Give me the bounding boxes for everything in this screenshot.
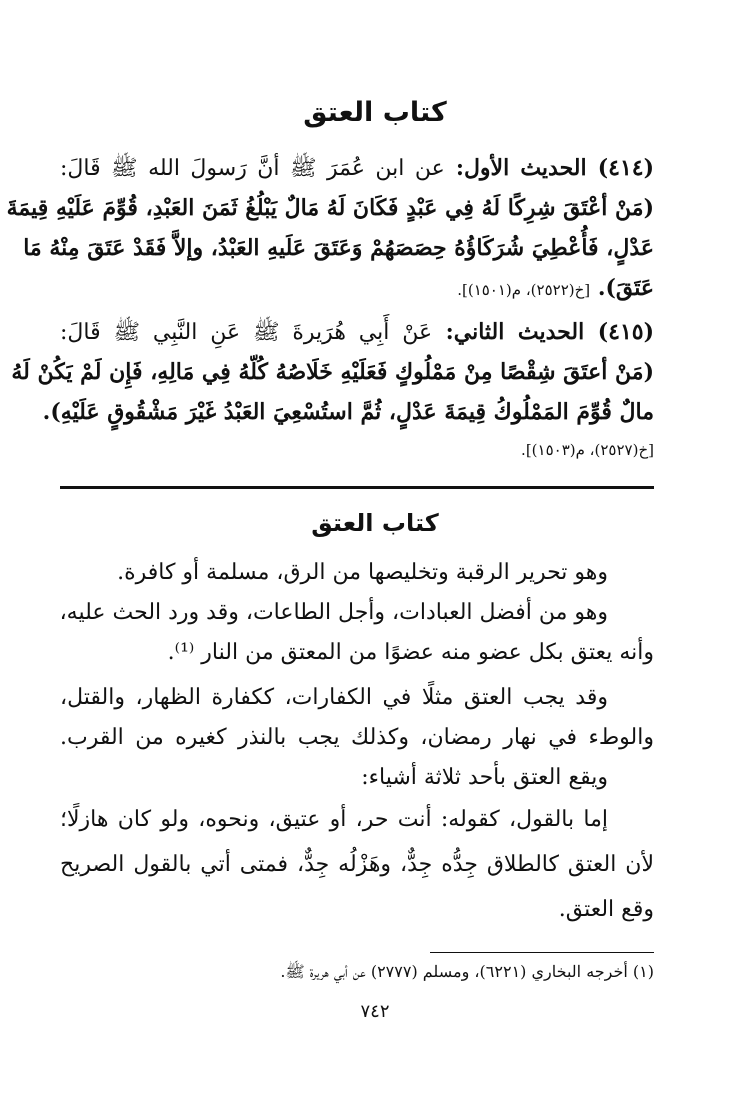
- hadith-415-reference: [خ(٢٥٢٧)، م(١٥٠٣)].: [521, 441, 654, 459]
- section-divider: [60, 486, 654, 489]
- page-number: ٧٤٢: [360, 1001, 390, 1022]
- hadith-414-line-1: [60, 148, 654, 189]
- chapter-heading-bottom: كتاب العتق: [311, 509, 439, 537]
- hadith-414-line-3: عَدْلٍ، فَأُعْطِيَ شُرَكَاؤُهُ حِصَصَهُمْ وَعَتَقَ عَلَيهِ العَبْدُ، وإلاَّ فَقَدْ عَتَقَ مِنْهُ مَا: [23, 235, 654, 261]
- hadith-415-label: (٤١٥) الحديث الثاني:: [432, 319, 654, 345]
- body-line: ويقع العتق بأحد ثلاثة أشياء:: [361, 765, 608, 790]
- hadith-414-end: عَتَقَ).: [590, 275, 654, 301]
- body-line: والوطء في نهار رمضان، وكذلك يجب بالنذر كغيره من القرب.: [60, 725, 654, 750]
- footnote: (١) أخرجه البخاري (٦٢٢١)، ومسلم (٢٧٧٧) عن أبي هريرة ﷺ.: [280, 962, 654, 981]
- body-line: إما بالقول، كقوله: أنت حر، أو عتيق، ونحوه، ولو كان هازلًا؛: [60, 807, 608, 832]
- hadith-414-label: (٤١٤) الحديث الأول:: [444, 155, 655, 181]
- hadith-415-intro: عَنْ أَبِي هُرَيرةَ ﷺ عَنِ النَّبِي ﷺ قَالَ:: [60, 320, 433, 345]
- footnote-divider: [430, 952, 654, 953]
- hadith-414-intro: عن ابن عُمَرَ ﷺ أنَّ رَسولَ الله ﷺ قَالَ:: [60, 156, 445, 181]
- body-line: لأن العتق كالطلاق جِدُّه جِدٌّ، وهَزْلُه جِدٌّ، فمتى أتي بالقول الصريح: [60, 852, 654, 877]
- body-line: وقد يجب العتق مثلًا في الكفارات، ككفارة الظهار، والقتل،: [60, 685, 608, 710]
- body-line: وهو تحرير الرقبة وتخليصها من الرق، مسلمة أو كافرة.: [117, 560, 608, 585]
- chapter-heading-top: كتاب العتق: [303, 97, 447, 128]
- body-line: وقع العتق.: [558, 897, 654, 922]
- hadith-414-line-2: (مَنْ أعْتَقَ شِرِكًا لَهُ فِي عَبْدٍ فَكَانَ لَهُ مَالٌ يَبْلُغُ ثَمَنَ العَبْدِ، قُوِّمَ عَلَيْهِ قِيمَةَ: [6, 195, 654, 221]
- body-line: وهو من أفضل العبادات، وأجل الطاعات، وقد ورد الحث عليه،: [59, 600, 608, 625]
- hadith-415-line-2: (مَنْ أعتَقَ شِقْصًا مِنْ مَمْلُوكٍ فَعَلَيْهِ خَلَاصُهُ كُلّهُ فِي مَالِهِ، فَإِن لَمْ يَكُنْ لَهُ: [11, 359, 654, 385]
- hadith-414-reference: [خ(٢٥٢٢)، م(١٥٠١)].: [457, 281, 591, 299]
- body-line: وأنه يعتق بكل عضو منه عضوًا من المعتق من النار ⁽¹⁾.: [167, 640, 654, 665]
- hadith-415-line-3: مالٌ قُوِّمَ المَمْلُوكُ قِيمَةَ عَدْلٍ، ثُمَّ استُسْعِيَ العَبْدُ غَيْرَ مَشْقُوقٍ عَلَيْهِ).: [42, 399, 654, 425]
- hadith-415-line-1: [60, 312, 654, 353]
- hadith-414-line-4: [60, 268, 654, 310]
